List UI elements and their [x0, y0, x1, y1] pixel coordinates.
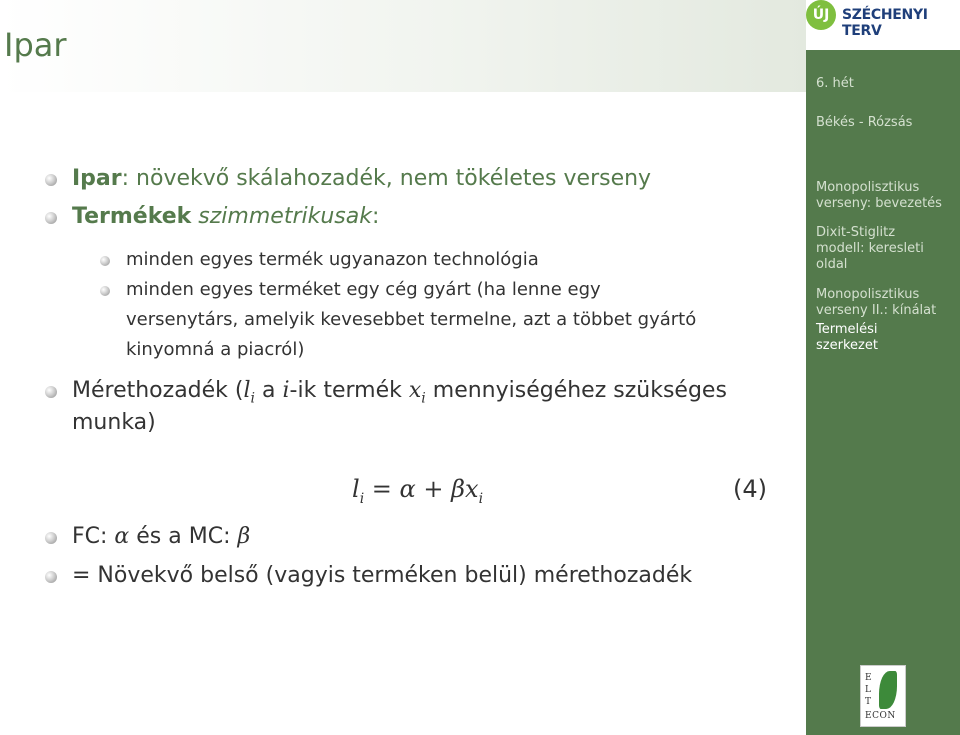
sidebar-item-monopolisztikus-bevezetes[interactable]	[816, 180, 956, 212]
title-band	[0, 0, 806, 92]
sub-bullet-icon	[100, 286, 110, 296]
bullet-icon	[45, 212, 57, 224]
keyword-termekek: Termékek	[72, 204, 192, 229]
szechenyi-logo	[806, 0, 960, 50]
uj-circle-icon: ÚJ	[806, 0, 836, 30]
sub-bullet-ceg: minden egyes terméket egy cég gyárt (ha lenne egy	[126, 279, 601, 300]
termekek-italic: szimmetrikusak	[198, 204, 372, 229]
elte-letters: E L T	[865, 673, 872, 707]
bullet-ipar	[72, 166, 651, 191]
bullet-ipar-text: : növekvő skálahozadék, nem tökéletes verseny	[121, 166, 652, 191]
econ-text: ECON	[865, 711, 896, 721]
sub-bullet-icon	[100, 256, 110, 266]
equation-number: (4)	[733, 475, 767, 503]
bullet-fc-mc: FC: α és a MC: β	[72, 524, 251, 549]
sidebar-item-label: Monopolisztikus	[816, 287, 920, 302]
sidebar-authors[interactable]: Békés - Rózsás	[816, 115, 913, 130]
leaf-icon	[879, 671, 897, 709]
sidebar-item-label: Monopolisztikus	[816, 180, 920, 195]
sidebar-item-label: verseny: bevezetés	[816, 196, 942, 211]
equation: $l_i = \alpha + \beta x_i$	[352, 475, 484, 507]
frame-title: Ipar	[4, 26, 67, 64]
sidebar-item-termelesi-szerkezet[interactable]	[816, 322, 956, 354]
logo-text: SZÉCHENYI TERV	[842, 7, 928, 39]
sidebar	[806, 0, 960, 735]
elte-econ-logo	[860, 665, 906, 727]
sidebar-item-label: Termelési	[816, 322, 878, 337]
sidebar-item-label: modell: keresleti	[816, 241, 924, 256]
bullet-termekek: Termékek szimmetrikusak:	[72, 204, 380, 229]
sidebar-item-dixit-stiglitz[interactable]	[816, 225, 956, 273]
sub-bullet-technologia: minden egyes termék ugyanazon technológia	[126, 249, 539, 270]
sidebar-item-label: oldal	[816, 257, 848, 272]
bullet-icon	[45, 386, 57, 398]
bullet-novekvo-belso: = Növekvő belső (vagyis terméken belül) mérethozadék	[72, 563, 693, 588]
bullet-merethozadek: Mérethozadék ($l_i$ a i-ik termék $x_i$ mennyiségéhez szükséges	[72, 378, 727, 407]
bullet-icon	[45, 174, 57, 186]
sidebar-item-label: szerkezet	[816, 338, 878, 353]
sub-bullet-ceg-line2: versenytárs, amelyik kevesebbet termelne, azt a többet gyártó	[126, 309, 697, 330]
bullet-merethozadek-line2: munka)	[72, 410, 156, 435]
sidebar-item-monopolisztikus-kinalat[interactable]	[816, 287, 956, 319]
sidebar-week[interactable]: 6. hét	[816, 76, 854, 91]
bullet-icon	[45, 532, 57, 544]
sub-bullet-ceg-line3: kinyomná a piacról)	[126, 339, 305, 360]
keyword-ipar: Ipar	[72, 166, 122, 191]
sidebar-item-label: verseny II.: kínálat	[816, 303, 937, 318]
sidebar-item-label: Dixit-Stiglitz	[816, 225, 896, 240]
bullet-icon	[45, 571, 57, 583]
